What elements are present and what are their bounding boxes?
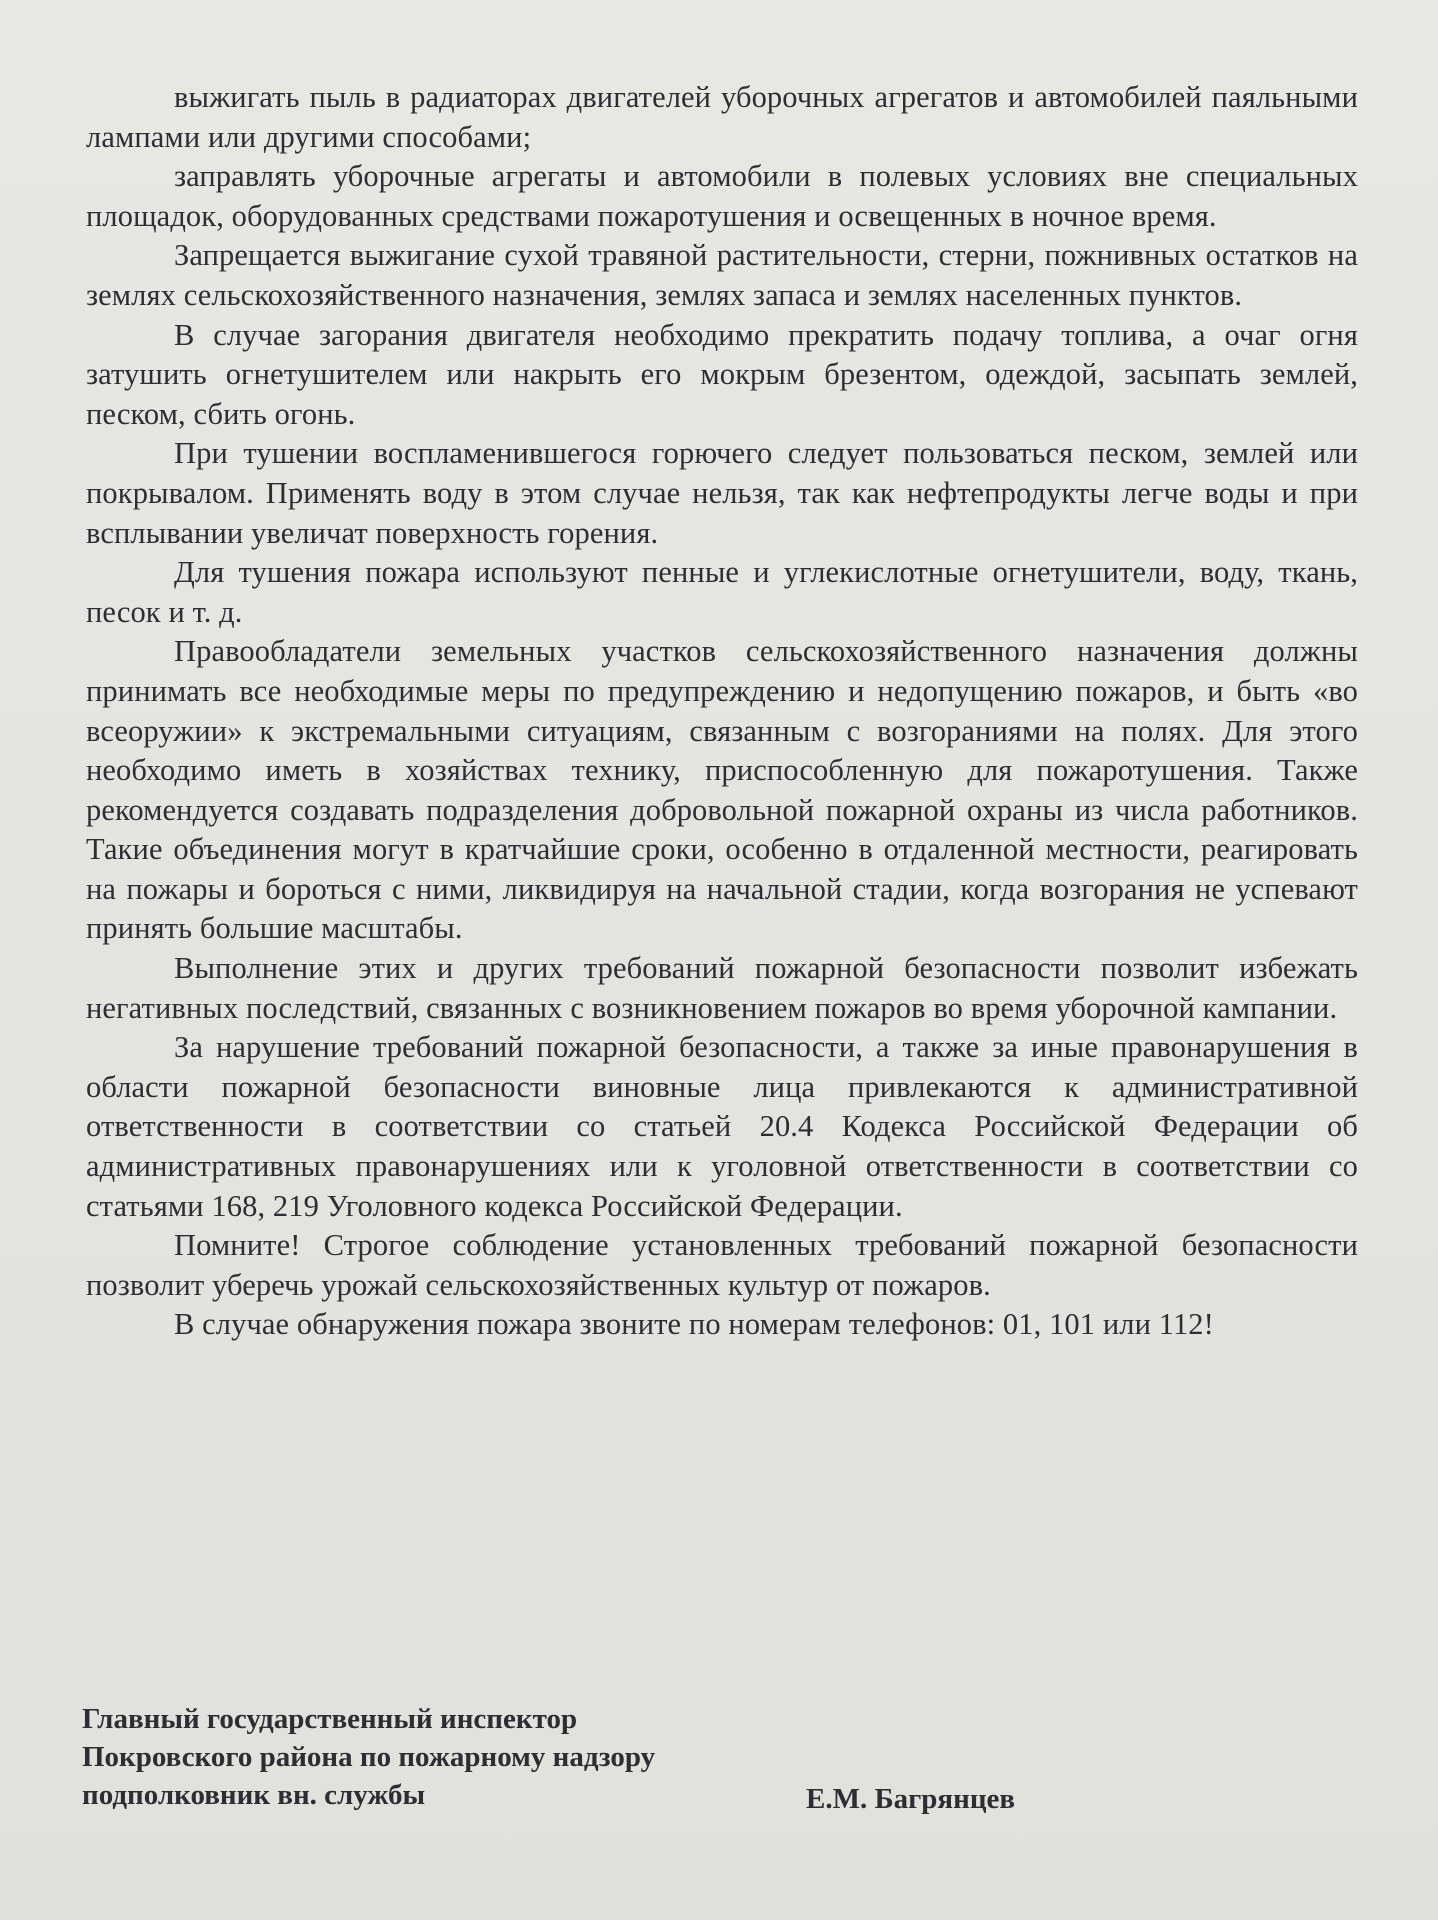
paragraph-extinguishing-means: Для тушения пожара используют пенные и углекислотные огнетушители, воду, ткань, песок и т. д.: [86, 555, 1358, 629]
paragraph-reminder: Помните! Строгое соблюдение установленных требований пожарной безопасности позволит уберечь урожай сельскохозяйственных культур от пожаров.: [86, 1228, 1358, 1302]
signature-block: [82, 1700, 1362, 1814]
document-body: [86, 78, 1358, 1345]
paragraph-liability: За нарушение требований пожарной безопасности, а также за иные правонарушения в области пожарной безопасности виновные лица привлекаются к административной ответственности в соответствии со статьей 20.4 Кодекса Российской Федерации об административных правонарушениях или к уголовной ответственности в соответствии со статьями 168, 219 Уголовного кодекса Российской Федерации.: [86, 1030, 1358, 1223]
paragraph-landowners: Правообладатели земельных участков сельскохозяйственного назначения должны принимать все необходимые меры по предупреждению и недопущению пожаров, и быть «во всеоружии» к экстремальными ситуациям, связанным с возгораниями на полях. Для этого необходимо иметь в хозяйствах технику, приспособленную для пожаротушения. Также рекомендуется создавать подразделения добровольной пожарной охраны из числа работников. Такие объединения могут в кратчайшие сроки, особенно в отдаленной местности, реагировать на пожары и бороться с ними, ликвидируя на начальной стадии, когда возгорания не успевают принять большие масштабы.: [86, 634, 1358, 946]
paragraph-engine-fire: В случае загорания двигателя необходимо прекратить подачу топлива, а очаг огня затушить огнетушителем или накрыть его мокрым брезентом, одеждой, засыпать землей, песком, сбить огонь.: [86, 317, 1358, 431]
signatory-name: Е.М. Багрянцев: [806, 1783, 1016, 1815]
signature-title-line-1: Главный государственный инспектор: [82, 1703, 578, 1735]
paragraph-fuel-fire: При тушении воспламенившегося горючего следует пользоваться песком, землей или покрывалом. Применять воду в этом случае нельзя, так как нефтепродукты легче воды и при всплывании увеличат поверхность горения.: [86, 436, 1358, 550]
paragraph-burning-ban: Запрещается выжигание сухой травяной растительности, стерни, пожнивных остатков на землях сельскохозяйственного назначения, землях запаса и землях населенных пунктов.: [86, 238, 1358, 312]
signature-title-line-3: подполковник вн. службы: [82, 1779, 426, 1811]
paragraph-emergency-numbers: В случае обнаружения пожара звоните по номерам телефонов: 01, 101 или 112!: [174, 1307, 1214, 1342]
paragraph-dust-burning: выжигать пыль в радиаторах двигателей уборочных агрегатов и автомобилей паяльными лампами или другими способами;: [86, 80, 1358, 154]
paragraph-compliance: Выполнение этих и других требований пожарной безопасности позволит избежать негативных последствий, связанных с возникновением пожаров во время уборочной кампании.: [86, 951, 1358, 1025]
signature-title-line-2: Покровского района по пожарному надзору: [82, 1741, 656, 1773]
paragraph-refueling: заправлять уборочные агрегаты и автомобили в полевых условиях вне специальных площадок, оборудованных средствами пожаротушения и освещенных в ночное время.: [86, 159, 1358, 233]
